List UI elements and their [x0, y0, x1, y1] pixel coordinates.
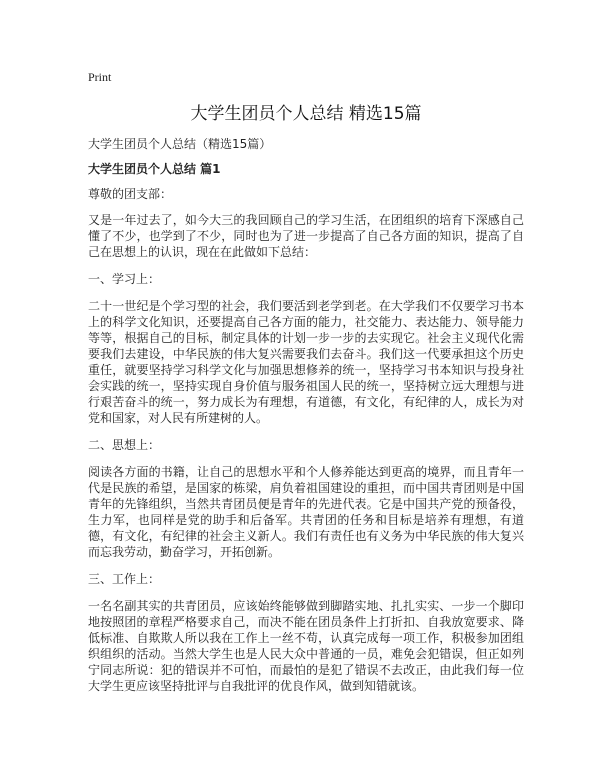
document-subtitle: 大学生团员个人总结（精选15篇）: [88, 137, 272, 151]
print-label[interactable]: Print: [88, 70, 112, 84]
greeting: 尊敬的团支部：: [88, 187, 173, 201]
document-page: [88, 70, 524, 705]
intro-paragraph: 又是一年过去了，如今大三的我回顾自己的学习生活，在团组织的培育下深感自己懂了不少，也学到了不少，同时也为了进一步提高了自己各方面的知识，提高了自己在思想上的认识，现在在此做如下总结：: [88, 213, 524, 259]
thought-heading: 二、思想上：: [88, 438, 161, 452]
section-heading: 大学生团员个人总结 篇1: [88, 162, 221, 176]
study-heading: 一、学习上：: [88, 272, 161, 286]
work-heading: 三、工作上：: [88, 572, 161, 586]
document-title: 大学生团员个人总结 精选15篇: [190, 104, 422, 124]
study-paragraph: 二十一世纪是个学习型的社会，我们要活到老学到老。在大学我们不仅要学习书本上的科学文化知识，还要提高自己各方面的能力，社交能力、表达能力、领导能力等等，根据自己的目标，制定具体的计划一步一步的去实现它。社会主义现代化需要我们去建设，中华民族的伟大复兴需要我们去奋斗。我们这一代要承担这个历史重任，就要坚持学习科学文化与加强思想修养的统一，坚持学习书本知识与投身社会实践的统一，坚持实现自身价值与服务祖国人民的统一，坚持树立远大理想与进行艰苦奋斗的统一，努力成长为有理想，有道德，有文化，有纪律的人，成长为对党和国家，对人民有所建树的人。: [88, 299, 524, 425]
thought-paragraph: 阅读各方面的书籍，让自己的思想水平和个人修养能达到更高的境界，而且青年一代是民族的希望，是国家的栋梁，肩负着祖国建设的重担，而中国共青团则是中国青年的先锋组织，当然共青团员便是青年的先进代表。它是中国共产党的预备役，生力军，也同样是党的助手和后备军。共青团的任务和目标是培养有理想，有道德，有文化，有纪律的社会主义新人。我们有责任也有义务为中华民族的伟大复兴而忘我劳动，勤奋学习，开拓创新。: [88, 465, 524, 559]
work-paragraph: 一名名副其实的共青团员，应该始终能够做到脚踏实地、扎扎实实、一步一个脚印地按照团的章程严格要求自己，而决不能在团员条件上打折扣、自我放宽要求、降低标准、自欺欺人所以我在工作上一丝不苟，认真完成每一项工作，积极参加团组织组织的活动。当然大学生也是人民大众中普通的一员，难免会犯错误，但正如列宁同志所说：犯的错误并不可怕，而最怕的是犯了错误不去改正，由此我们每一位大学生更应该坚持批评与自我批评的优良作风，做到知错就该。: [88, 599, 524, 693]
